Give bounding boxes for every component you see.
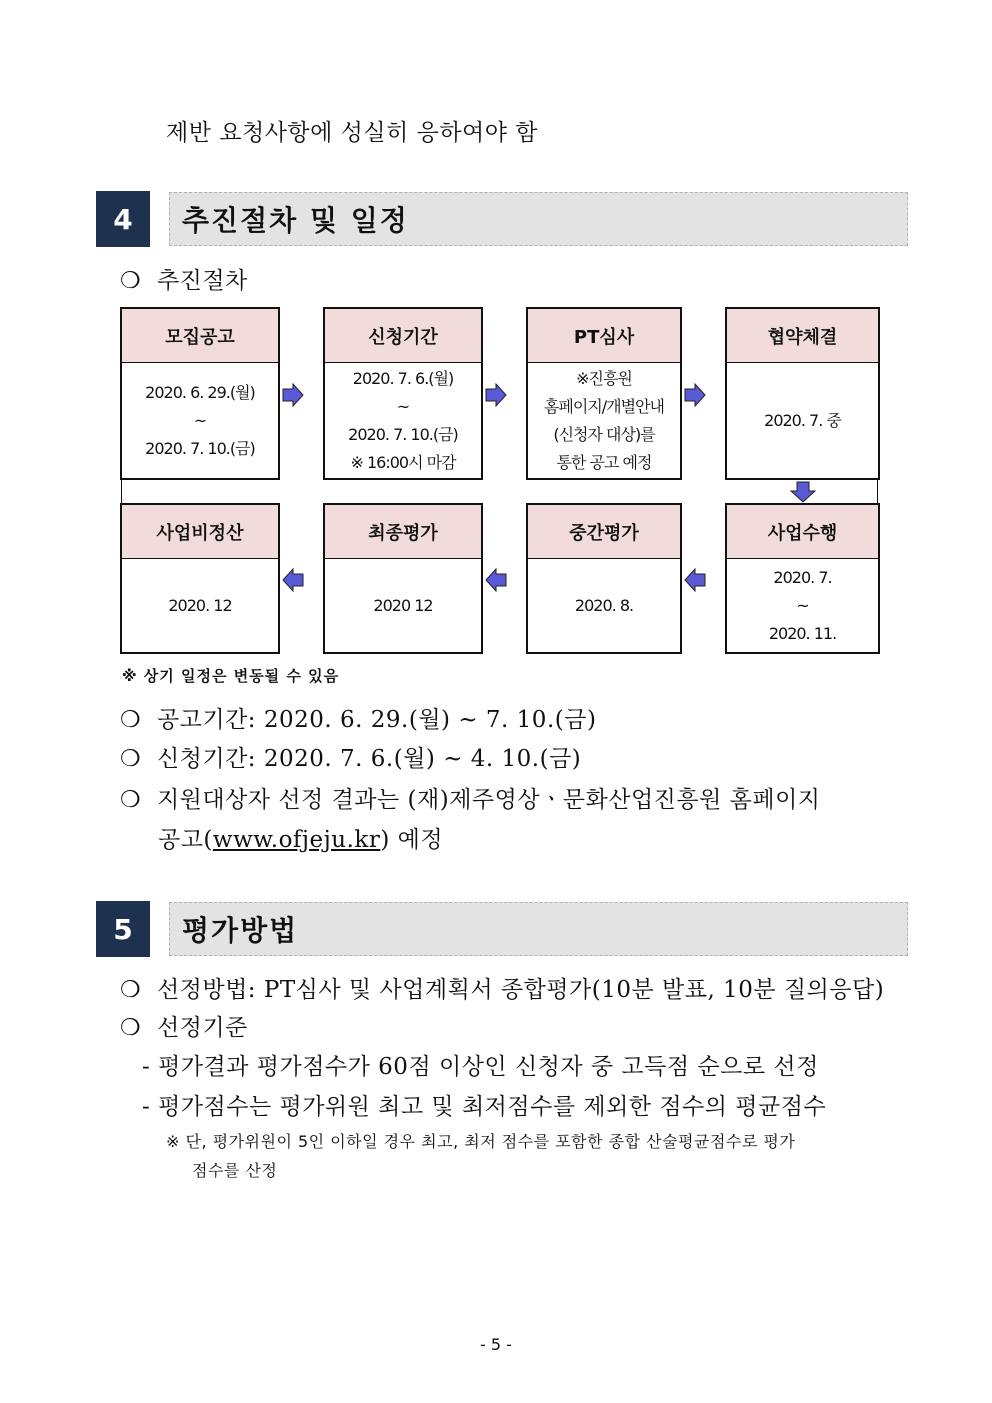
arrow-down-icon (790, 481, 816, 503)
bullet-text: 공고기간: 2020. 6. 29.(월) ~ 7. 10.(금) (156, 707, 597, 733)
intro-line: 제반 요청사항에 성실히 응하여야 함 (166, 120, 539, 146)
bullet-text: 선정방법: PT심사 및 사업계획서 종합평가(10분 발표, 10분 질의응답) (156, 977, 885, 1003)
bullet-symbol: ❍ (120, 977, 142, 1003)
flow-connector-left (121, 478, 122, 504)
bullet-symbol: ❍ (120, 1015, 142, 1041)
flow-box-agreement (725, 307, 880, 480)
evaluation-note-line-1: ※ 단, 평가위원이 5인 이하일 경우 최고, 최저 점수를 포함한 종합 산술평균점수로 평가 (166, 1132, 796, 1151)
bullet-selection-result (120, 781, 821, 814)
flow-box-project-execution (725, 503, 880, 654)
flow-box-final-evaluation (323, 503, 483, 654)
flow-connector-right (877, 478, 878, 504)
flow-box-line: 2020. 7. 중 (764, 411, 841, 430)
evaluation-note-line-2: 점수를 산정 (192, 1161, 278, 1180)
flow-box-line: (신청자 대상)를 (553, 425, 655, 444)
flow-box-line: 2020. 7. 10.(금) (145, 439, 255, 458)
flow-box-body (325, 363, 481, 479)
homepage-link[interactable]: www.ofjeju.kr (212, 827, 381, 853)
section-5-number: 5 (96, 901, 150, 957)
bullet-text: 지원대상자 선정 결과는 (재)제주영상ㆍ문화산업진흥원 홈페이지 (156, 787, 821, 813)
sub-bullet-procedure (120, 262, 248, 295)
arrow-right-icon (485, 383, 507, 407)
flow-box-recruit-notice (120, 307, 280, 480)
bullet-symbol: ❍ (120, 707, 142, 733)
dash-text: 평가결과 평가점수가 60점 이상인 신청자 중 고득점 순으로 선정 (158, 1054, 819, 1080)
arrow-left-icon (282, 568, 304, 592)
flow-box-body (122, 363, 278, 479)
dash-text: 평가점수는 평가위원 최고 및 최저점수를 제외한 점수의 평균점수 (158, 1094, 827, 1120)
flow-box-title: 사업수행 (727, 505, 878, 559)
flow-box-line: 2020. 11. (768, 624, 837, 643)
dash-item-1: - 평가결과 평가점수가 60점 이상인 신청자 중 고득점 순으로 선정 (142, 1054, 819, 1080)
bullet-symbol: ❍ (120, 787, 142, 813)
flow-box-line: 2020. 6. 29.(월) (145, 383, 255, 402)
flow-box-body (528, 559, 680, 653)
flow-box-line: 통한 공고 예정 (556, 453, 652, 472)
flow-box-line: ~ (193, 411, 207, 430)
flow-box-line: 2020. 12 (168, 596, 232, 615)
flow-box-body (727, 363, 878, 479)
section-4-title: 추진절차 및 일정 (169, 192, 908, 246)
section-5-title: 평가방법 (169, 902, 908, 956)
arrow-left-icon (684, 568, 706, 592)
bullet-text: 신청기간: 2020. 7. 6.(월) ~ 4. 10.(금) (156, 746, 582, 772)
flow-box-body (528, 363, 680, 479)
flow-box-line: 홈페이지/개별안내 (543, 397, 665, 416)
flow-box-line: 2020. 8. (574, 596, 634, 615)
flow-box-title: 최종평가 (325, 505, 481, 559)
flow-box-line: 2020. 7. (773, 568, 832, 587)
flow-box-pt-review (526, 307, 682, 480)
flow-box-body (325, 559, 481, 653)
flow-box-line: 2020. 7. 6.(월) (352, 369, 454, 388)
bullet-symbol: ❍ (120, 268, 142, 294)
bullet-symbol: ❍ (120, 746, 142, 772)
arrow-left-icon (485, 568, 507, 592)
flow-box-line: ~ (396, 397, 410, 416)
bullet-selection-method (120, 971, 884, 1004)
section-4-number: 4 (96, 191, 150, 247)
flow-box-title: PT심사 (528, 309, 680, 363)
flow-box-line: ~ (796, 596, 809, 615)
flow-box-body (727, 559, 878, 653)
flow-box-title: 신청기간 (325, 309, 481, 363)
dash-item-2: - 평가점수는 평가위원 최고 및 최저점수를 제외한 점수의 평균점수 (142, 1094, 827, 1120)
flow-box-interim-evaluation (526, 503, 682, 654)
flow-box-title: 협약체결 (727, 309, 878, 363)
sub-bullet-text: 추진절차 (156, 268, 248, 294)
bullet-notice-period (120, 701, 596, 734)
bullet-selection-criteria (120, 1009, 248, 1042)
continuation-prefix: 공고( (158, 827, 213, 853)
flow-box-title: 사업비정산 (122, 505, 278, 559)
bullet-selection-result-cont (158, 821, 443, 854)
page-number: - 5 - (480, 1335, 512, 1354)
schedule-note: ※ 상기 일정은 변동될 수 있음 (122, 667, 340, 685)
bullet-application-period (120, 740, 581, 773)
flow-box-settlement (120, 503, 280, 654)
flow-box-line: 2020. 7. 10.(금) (348, 425, 458, 444)
bullet-text: 선정기준 (156, 1015, 248, 1041)
flow-box-line: ※진흥원 (576, 369, 632, 388)
arrow-right-icon (684, 383, 706, 407)
flow-box-title: 모집공고 (122, 309, 278, 363)
flow-box-body (122, 559, 278, 653)
flow-box-title: 중간평가 (528, 505, 680, 559)
flow-box-line: 2020 12 (373, 596, 433, 615)
flow-box-application-period (323, 307, 483, 480)
flow-box-line: ※ 16:00시 마감 (350, 453, 456, 472)
continuation-suffix: ) 예정 (380, 827, 444, 853)
arrow-right-icon (282, 383, 304, 407)
